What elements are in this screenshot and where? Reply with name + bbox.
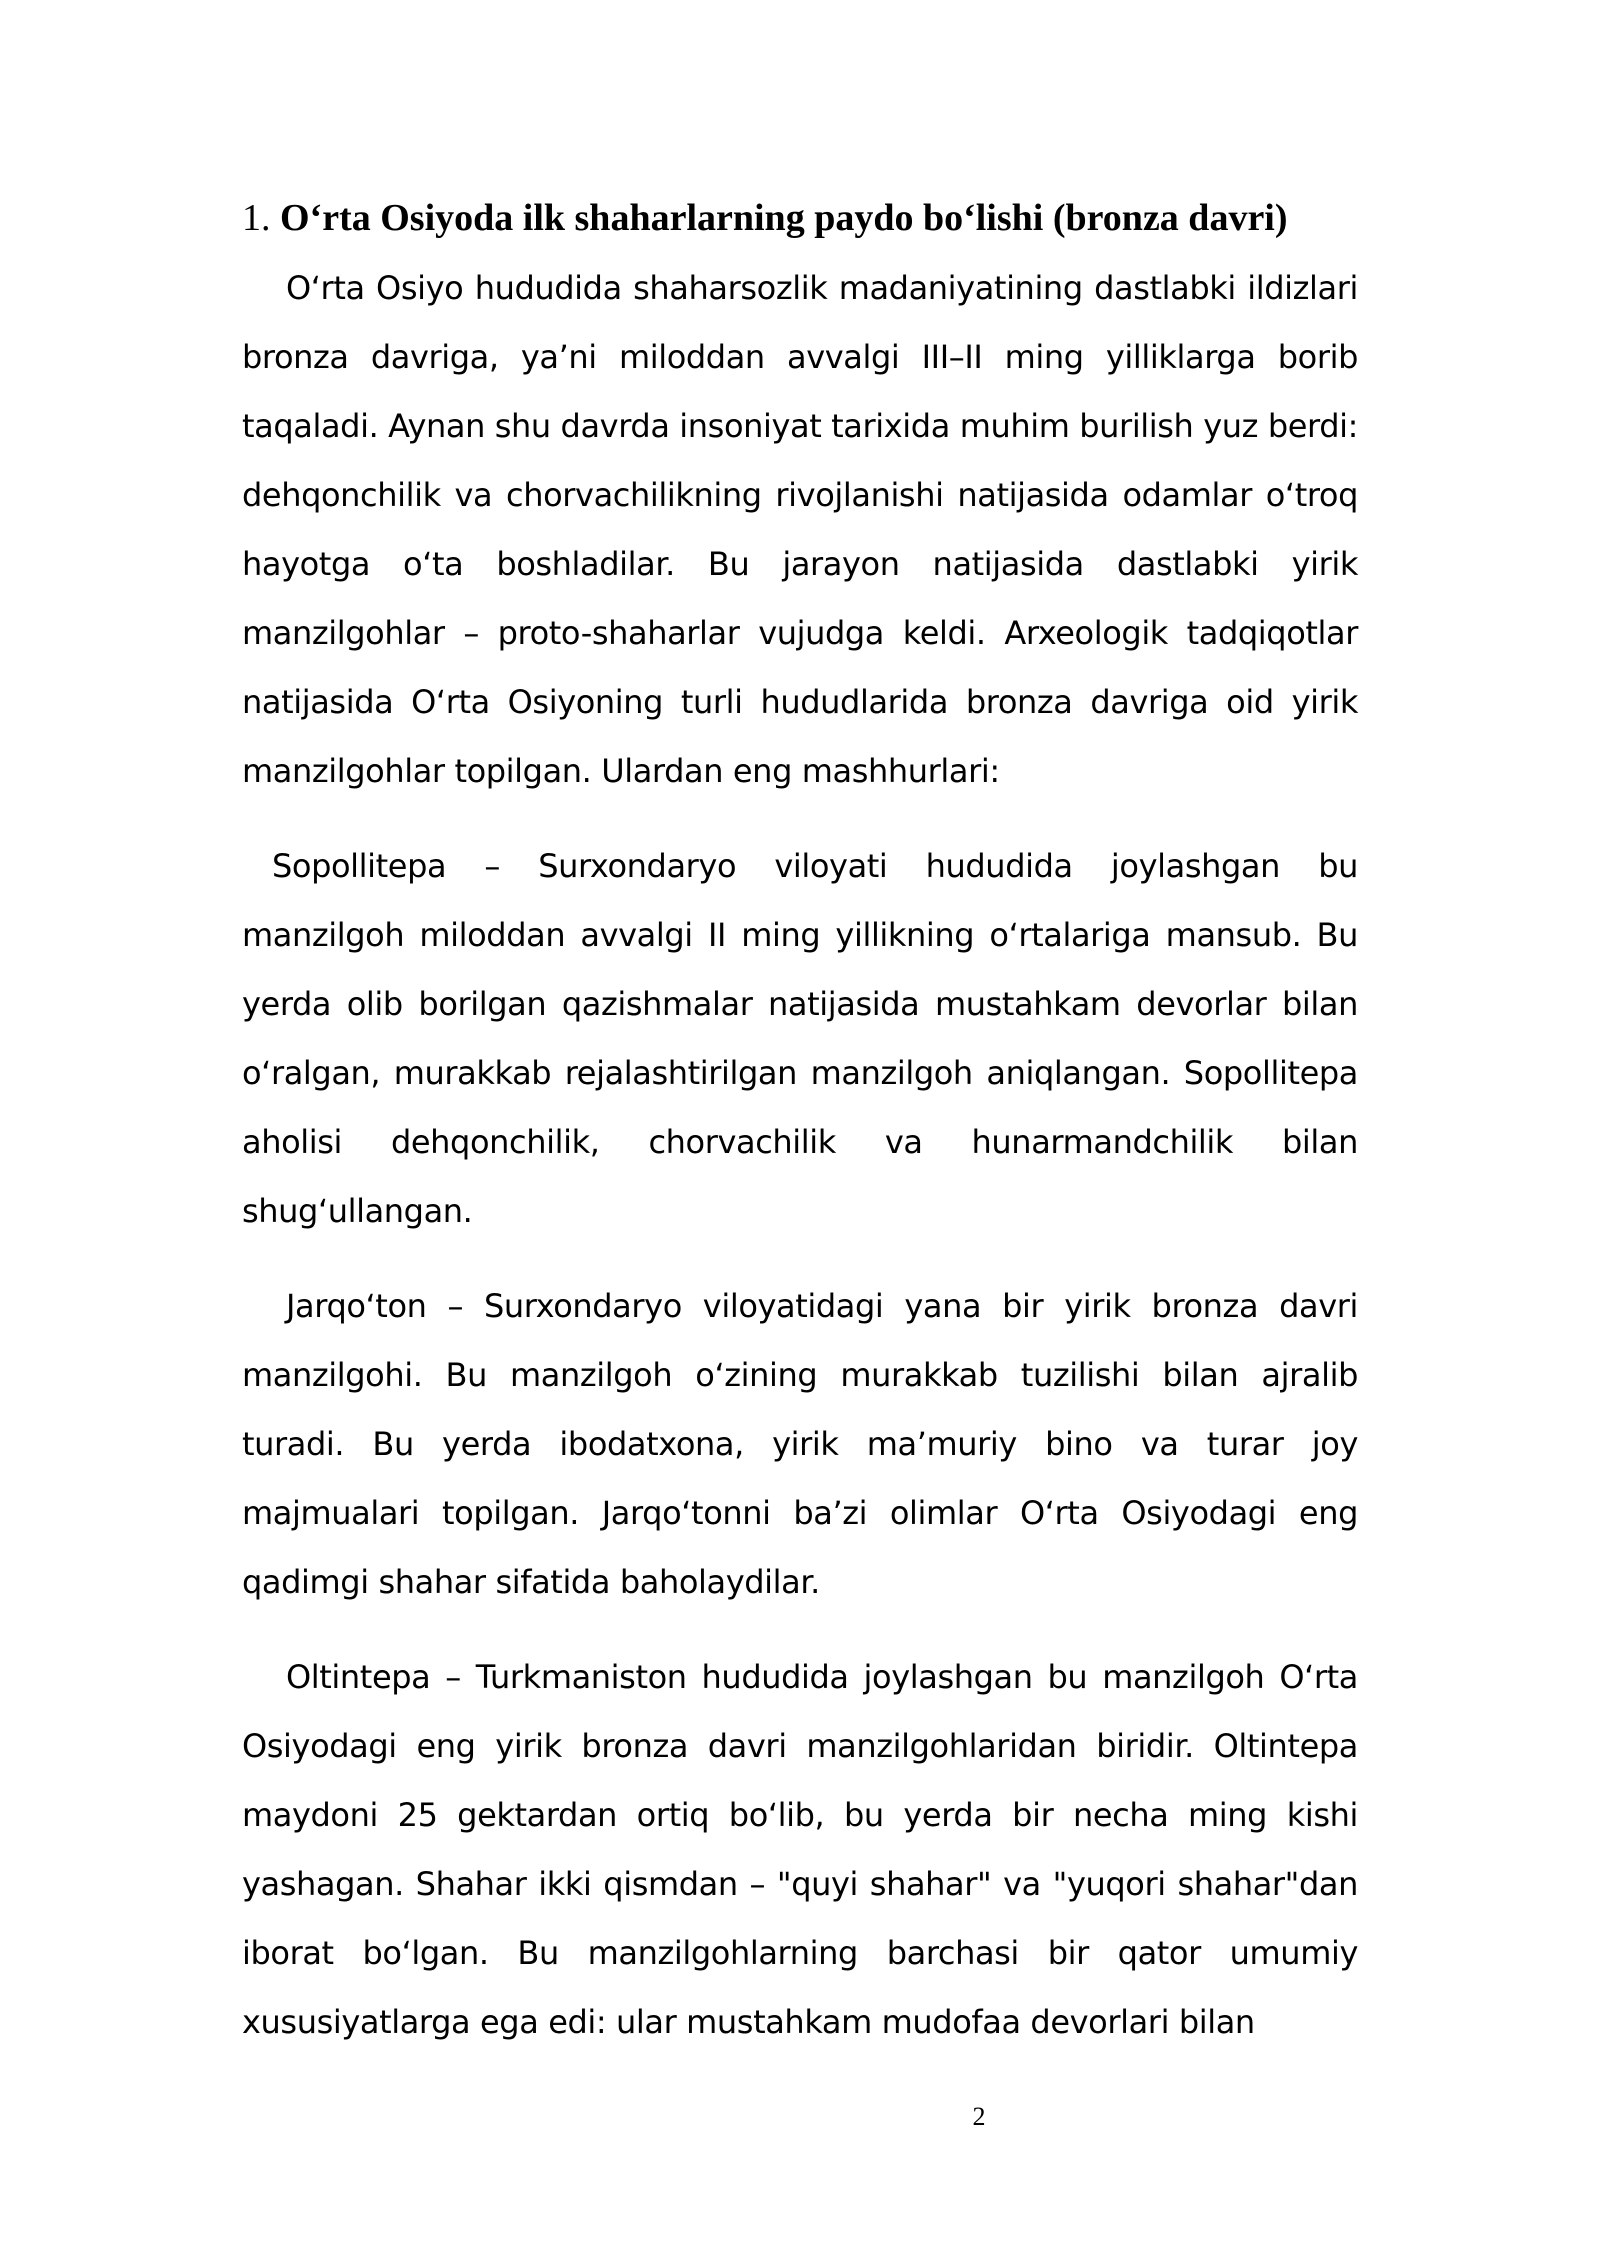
paragraph-sopollitepa: Sopollitepa – Surxondaryo viloyati hududida joylashgan bu manzilgoh miloddan avvalgi II ming yillikning o‘rtalariga mansub. Bu yerda olib borilgan qazishmalar natijasida mustahkam devorlar bilan o‘ralgan, murakkab rejalashtirilgan manzilgoh aniqlangan. Sopollitepa aholisi dehqonchilik, chorvachilik va hunarmandchilik bilan shug‘ullangan. bbox=[242, 847, 1358, 1230]
page-number: 2 bbox=[972, 2102, 986, 2131]
section-heading bbox=[242, 190, 1358, 246]
heading-title: O‘rta Osiyoda ilk shaharlarning paydo bo‘lishi (bronza davri) bbox=[280, 197, 1288, 239]
paragraph-jarqoton: Jarqo‘ton – Surxondaryo viloyatidagi yana bir yirik bronza davri manzilgohi. Bu manzilgoh o‘zining murakkab tuzilishi bilan ajralib turadi. Bu yerda ibodatxona, yirik ma’muriy bino va turar joy majmualari topilgan. Jarqo‘tonni ba’zi olimlar O‘rta Osiyodagi eng qadimgi shahar sifatida baholaydilar. bbox=[242, 1287, 1358, 1601]
page-content bbox=[242, 190, 1358, 2057]
paragraph-oltintepa: Oltintepa – Turkmaniston hududida joylashgan bu manzilgoh O‘rta Osiyodagi eng yirik bronza davri manzilgohlaridan biridir. Oltintepa maydoni 25 gektardan ortiq bo‘lib, bu yerda bir necha ming kishi yashagan. Shahar ikki qismdan – "quyi shahar" va "yuqori shahar"dan iborat bo‘lgan. Bu manzilgohlarning barchasi bir qator umumiy xususiyatlarga ega edi: ular mustahkam mudofaa devorlari bilan bbox=[242, 1658, 1358, 2041]
heading-number: 1. bbox=[242, 197, 271, 239]
paragraph-intro: O‘rta Osiyo hududida shaharsozlik madaniyatining dastlabki ildizlari bronza davriga, ya’ni miloddan avvalgi III–II ming yilliklarga borib taqaladi. Aynan shu davrda insoniyat tarixida muhim burilish yuz berdi: dehqonchilik va chorvachilikning rivojlanishi natijasida odamlar o‘troq hayotga o‘ta boshladilar. Bu jarayon natijasida dastlabki yirik manzilgohlar – proto-shaharlar vujudga keldi. Arxeologik tadqiqotlar natijasida O‘rta Osiyoning turli hududlarida bronza davriga oid yirik manzilgohlar topilgan. Ulardan eng mashhurlari: bbox=[242, 269, 1358, 790]
